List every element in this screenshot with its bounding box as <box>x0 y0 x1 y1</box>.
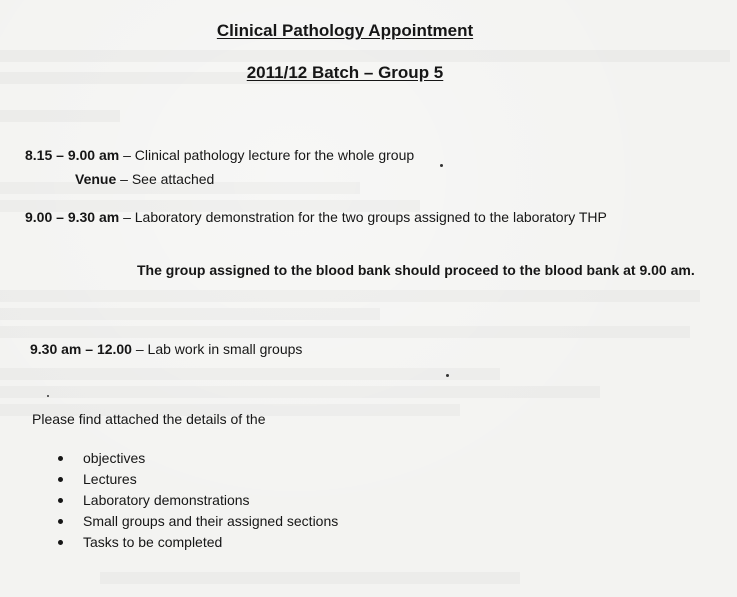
scan-speck <box>440 164 443 167</box>
list-item <box>55 532 338 553</box>
list-item-label: Laboratory demonstrations <box>83 492 250 508</box>
schedule-description: – Lab work in small groups <box>131 341 303 357</box>
bleed-through-line <box>0 368 500 380</box>
list-item <box>55 511 338 532</box>
bleed-through-line <box>0 50 730 62</box>
list-item <box>55 469 338 490</box>
schedule-description: – Laboratory demonstration for the two groups assigned to the laboratory THP <box>119 209 607 225</box>
schedule-time: 9.30 am – 12.00 <box>30 341 132 357</box>
scan-speck <box>47 395 49 397</box>
scan-speck <box>446 374 449 377</box>
bullet-icon <box>58 519 63 524</box>
bleed-through-line <box>0 110 120 122</box>
schedule-row-2 <box>25 209 607 225</box>
bullet-icon <box>58 477 63 482</box>
bleed-through-line <box>0 290 700 302</box>
attached-list <box>55 448 338 553</box>
venue-row <box>75 171 214 187</box>
schedule-row-3 <box>30 341 302 357</box>
schedule-time: 8.15 – 9.00 am <box>25 147 120 163</box>
blood-bank-note: The group assigned to the blood bank should proceed to the blood bank at 9.00 am. <box>137 262 695 278</box>
schedule-row-1 <box>25 147 414 163</box>
document-subtitle: 2011/12 Batch – Group 5 <box>246 63 444 82</box>
document-title: Clinical Pathology Appointment <box>216 21 474 40</box>
list-item-label: Tasks to be completed <box>83 534 223 550</box>
venue-label: Venue <box>75 171 117 187</box>
bullet-icon <box>58 456 63 461</box>
bleed-through-line <box>0 326 690 338</box>
bleed-through-line <box>0 308 380 320</box>
bleed-through-line <box>100 572 520 584</box>
list-item-label: Lectures <box>83 471 137 487</box>
attached-intro: Please find attached the details of the <box>32 411 266 427</box>
bleed-through-line <box>0 386 600 398</box>
bullet-icon <box>58 498 63 503</box>
list-item-label: objectives <box>83 450 146 466</box>
venue-description: – See attached <box>116 171 215 187</box>
bullet-icon <box>58 540 63 545</box>
schedule-description: – Clinical pathology lecture for the whole group <box>119 147 415 163</box>
schedule-time: 9.00 – 9.30 am <box>25 209 120 225</box>
list-item <box>55 448 338 469</box>
list-item <box>55 490 338 511</box>
list-item-label: Small groups and their assigned sections <box>83 513 339 529</box>
